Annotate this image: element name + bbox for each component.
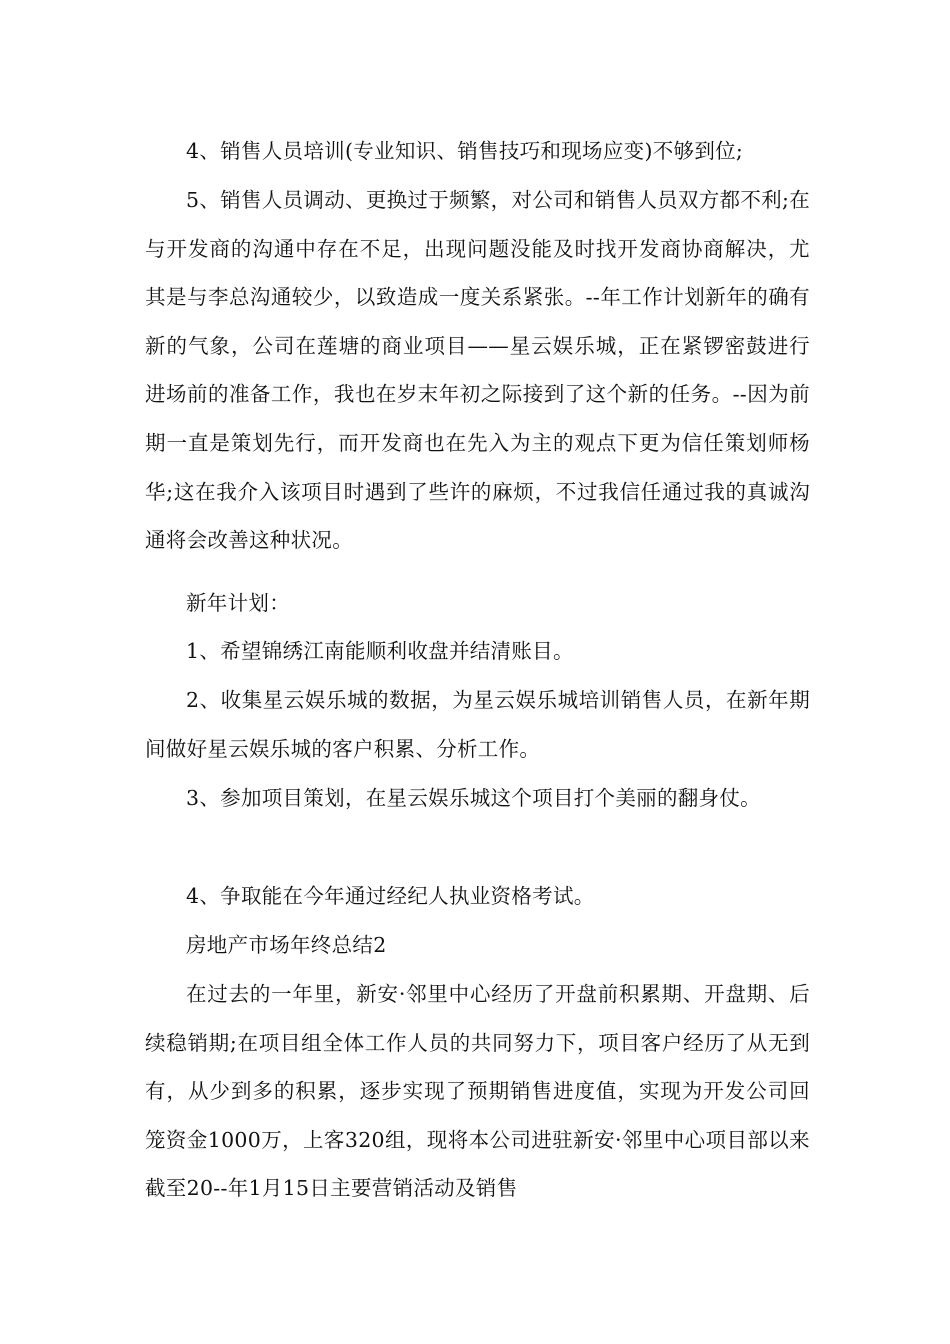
paragraph-plan-4: 4、争取能在今年通过经纪人执业资格考试。 (186, 884, 595, 908)
paragraph-training: 4、销售人员培训(专业知识、销售技巧和现场应变)不够到位; (186, 139, 744, 163)
paragraph-staff-turnover: 5、销售人员调动、更换过于频繁，对公司和销售人员双方都不利;在与开发商的沟通中存在不足，出现问题没能及时找开发商协商解决，尤其是与李总沟通较少，以致造成一度关系紧张。--年工作计划新年的确有新的气象，公司在莲塘的商业项目——星云娱乐城，正在紧锣密鼓进行进场前的准备工作，我也在岁末年初之际接到了这个新的任务。--因为前期一直是策划先行，而开发商也在先入为主的观点下更为信任策划师杨华;这在我介入该项目时遇到了些许的麻烦，不过我信任通过我的真诚沟通将会改善这种状况。 (145, 188, 810, 553)
paragraph-plan-2: 2、收集星云娱乐城的数据，为星云娱乐城培训销售人员，在新年期间做好星云娱乐城的客户积累、分析工作。 (145, 688, 810, 761)
paragraph-plan-1: 1、希望锦绣江南能顺利收盘并结清账目。 (186, 639, 574, 663)
paragraph-summary-intro: 在过去的一年里，新安·邻里中心经历了开盘前积累期、开盘期、后续稳销期;在项目组全体工作人员的共同努力下，项目客户经历了从无到有，从少到多的积累，逐步实现了预期销售进度值，实现为开发公司回笼资金1000万，上客320组，现将本公司进驻新安·邻里中心项目部以来截至20--年1月15日主要营销活动及销售 (145, 982, 810, 1201)
section-title-summary-2: 房地产市场年终总结2 (186, 933, 387, 957)
paragraph-plan-3: 3、参加项目策划，在星云娱乐城这个项目打个美丽的翻身仗。 (186, 786, 761, 810)
paragraph-new-year-plan-heading: 新年计划： (186, 591, 290, 615)
